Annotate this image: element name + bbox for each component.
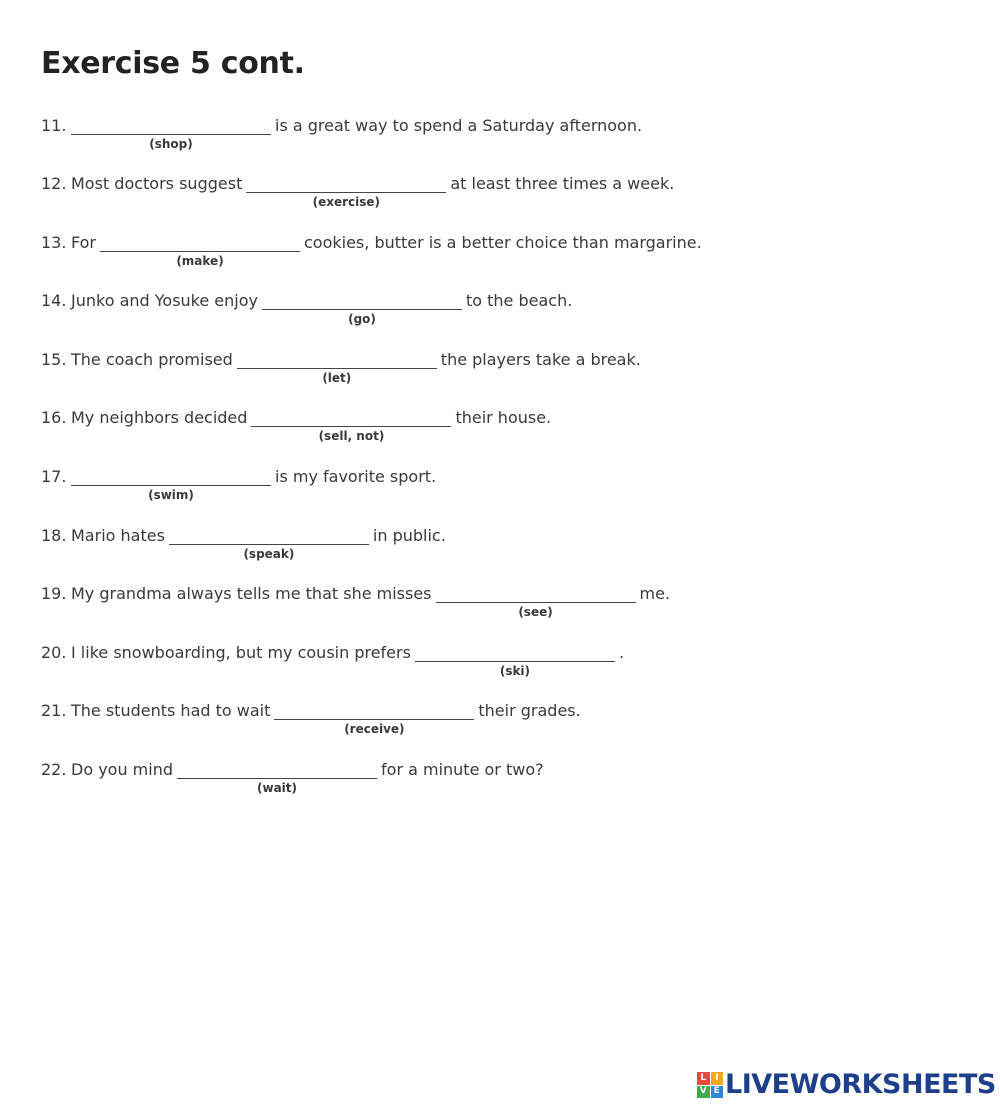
item-number: 15. [41, 350, 67, 369]
sentence [71, 584, 671, 619]
verb-hint: (see) [518, 605, 553, 619]
answer-blank[interactable] [436, 583, 636, 619]
sentence [71, 116, 643, 151]
logo-mark-icon [697, 1072, 723, 1098]
logo-text: LIVEWORKSHEETS [725, 1069, 996, 1100]
item-number: 11. [41, 116, 67, 135]
sentence-after: their grades. [478, 701, 581, 720]
item-number: 13. [41, 233, 67, 252]
sentence [71, 760, 544, 795]
sentence [71, 701, 581, 736]
sentence [71, 291, 573, 326]
answer-blank[interactable] [177, 759, 377, 795]
sentence-before: Junko and Yosuke enjoy [71, 291, 258, 310]
sentence-before: The coach promised [71, 350, 233, 369]
verb-hint: (wait) [257, 781, 298, 795]
sentence-after: in public. [372, 526, 446, 545]
answer-blank[interactable] [246, 173, 446, 209]
sentence-after: . [618, 643, 625, 662]
logo-tile: E [711, 1086, 724, 1099]
item-number: 14. [41, 291, 67, 310]
answer-blank[interactable] [71, 115, 271, 151]
sentence [71, 233, 702, 268]
sentence-after: the players take a break. [440, 350, 641, 369]
answer-blank[interactable] [237, 349, 437, 385]
item-number: 21. [41, 701, 67, 720]
logo-tile: I [711, 1072, 724, 1085]
page-title: Exercise 5 cont. [41, 46, 305, 81]
item-number: 12. [41, 174, 67, 193]
sentence-after: for a minute or two? [381, 760, 544, 779]
sentence [71, 174, 675, 209]
sentence-after: at least three times a week. [450, 174, 675, 193]
verb-hint: (go) [348, 312, 376, 326]
answer-blank[interactable] [274, 700, 474, 736]
sentence-before: Mario hates [71, 526, 165, 545]
sentence-after: is my favorite sport. [275, 467, 437, 486]
verb-hint: (ski) [499, 664, 531, 678]
verb-hint: (speak) [243, 547, 295, 561]
item-number: 20. [41, 643, 67, 662]
sentence [71, 643, 625, 678]
sentence-before: Do you mind [71, 760, 174, 779]
answer-blank[interactable] [415, 642, 615, 678]
sentence-before: My grandma always tells me that she misses [71, 584, 432, 603]
sentence-after: is a great way to spend a Saturday afternoon. [275, 116, 643, 135]
logo-tile: V [697, 1086, 710, 1099]
sentence-before: My neighbors decided [71, 408, 248, 427]
verb-hint: (sell, not) [318, 429, 385, 443]
liveworksheets-logo [697, 1068, 996, 1102]
sentence-before: I like snowboarding, but my cousin prefers [71, 643, 411, 662]
item-number: 22. [41, 760, 67, 779]
item-number: 18. [41, 526, 67, 545]
sentence-before: Most doctors suggest [71, 174, 243, 193]
verb-hint: (make) [176, 254, 224, 268]
answer-blank[interactable] [169, 525, 369, 561]
sentence-after: their house. [455, 408, 552, 427]
sentence-before: The students had to wait [71, 701, 271, 720]
sentence [71, 467, 437, 502]
answer-blank[interactable] [251, 407, 451, 443]
sentence-after: cookies, butter is a better choice than margarine. [304, 233, 702, 252]
item-number: 16. [41, 408, 67, 427]
item-number: 17. [41, 467, 67, 486]
sentence [71, 408, 552, 443]
verb-hint: (receive) [344, 722, 405, 736]
verb-hint: (swim) [148, 488, 194, 502]
answer-blank[interactable] [100, 232, 300, 268]
verb-hint: (exercise) [312, 195, 381, 209]
sentence [71, 526, 446, 561]
sentence-after: me. [639, 584, 671, 603]
answer-blank[interactable] [71, 466, 271, 502]
verb-hint: (let) [322, 371, 352, 385]
answer-blank[interactable] [262, 290, 462, 326]
sentence [71, 350, 641, 385]
item-number: 19. [41, 584, 67, 603]
sentence-before: For [71, 233, 96, 252]
sentence-after: to the beach. [465, 291, 573, 310]
logo-tile: L [697, 1072, 710, 1085]
verb-hint: (shop) [149, 137, 193, 151]
